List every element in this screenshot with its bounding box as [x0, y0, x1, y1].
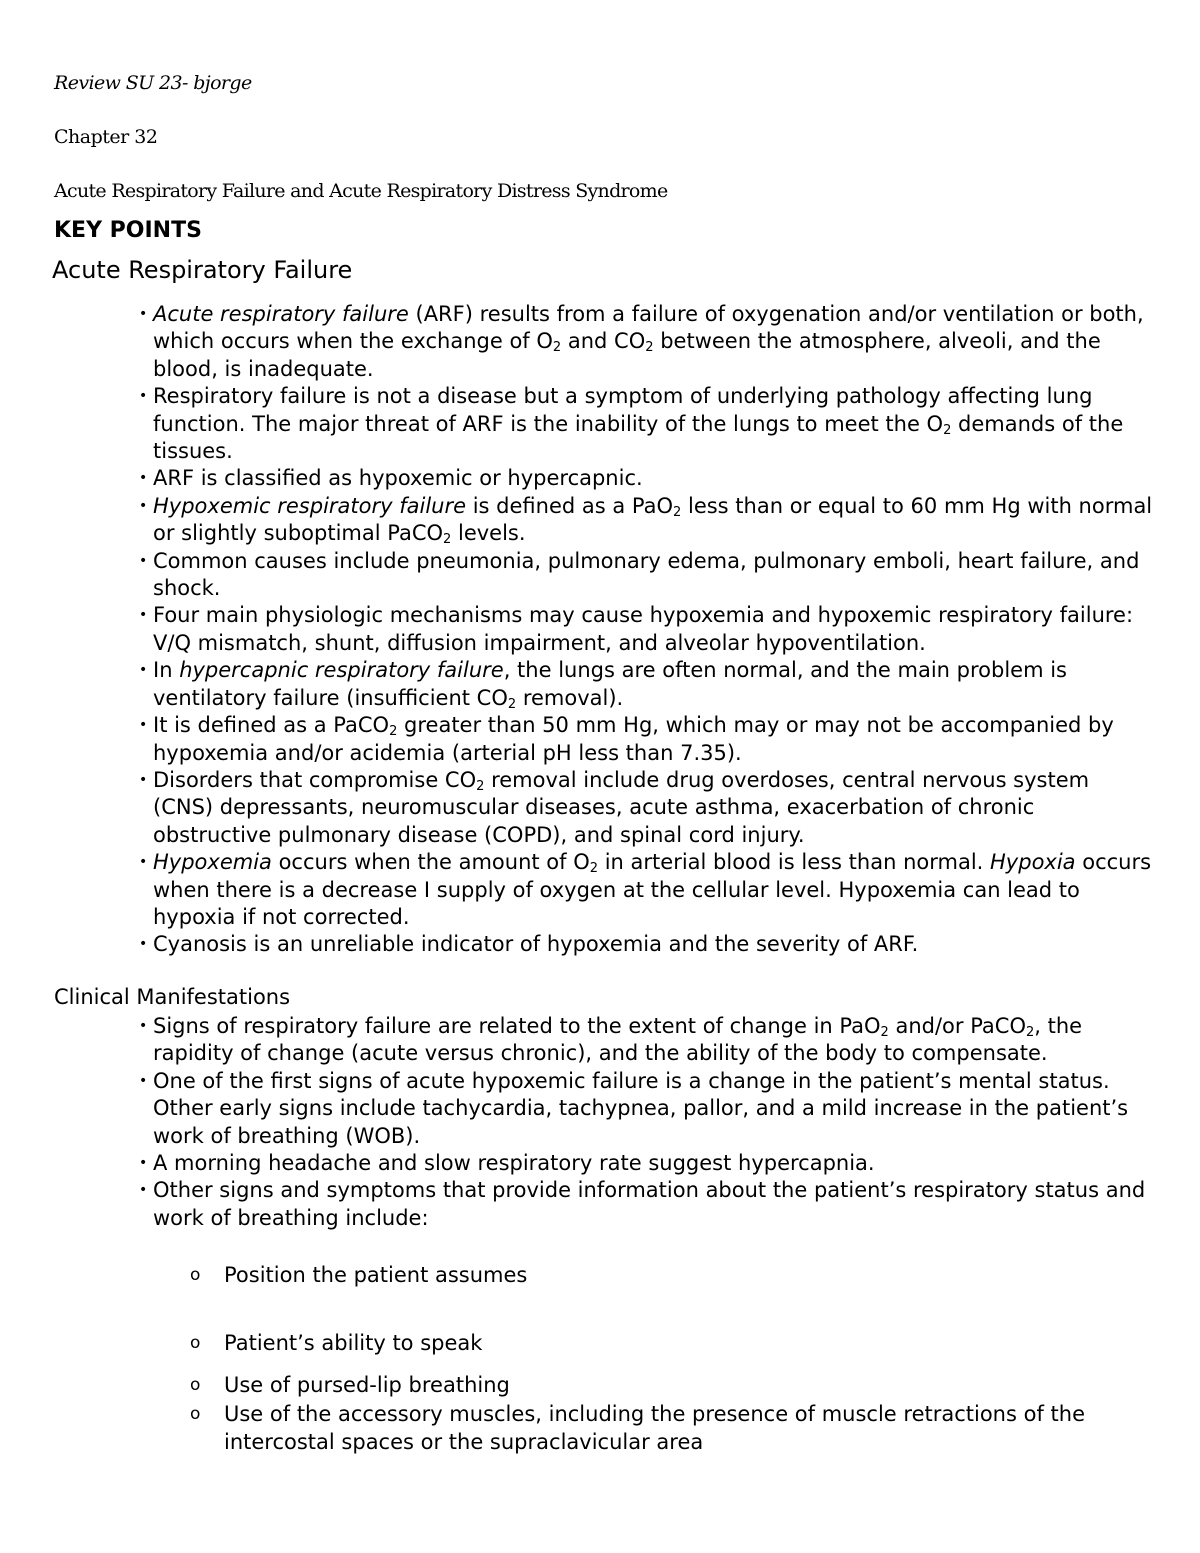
bullet-marker: •: [139, 1018, 148, 1034]
bullet-marker: •: [139, 662, 148, 679]
bullet-marker: •: [139, 1072, 148, 1089]
chapter-label: Chapter 32: [54, 126, 158, 148]
clinical-bullet-list: [139, 1013, 1153, 1232]
bullet-marker: •: [139, 1182, 148, 1199]
list-item: • Signs of respiratory failure are related to the extent of change in PaO$_2$ and/or PaCO$_2$, the rapidity of change (acute versus chronic), and the ability of the body to compensate.: [139, 1014, 1083, 1066]
bullet-marker: •: [139, 552, 148, 569]
arf-bullet-list: [139, 301, 1153, 959]
bullet-marker: •: [139, 1155, 148, 1172]
list-item: o Patient’s ability to speak: [190, 1331, 483, 1355]
list-item: • Hypoxemic respiratory failure is defined as a PaO$_2$ less than or equal to 60 mm Hg with normal or slightly suboptimal PaCO$_2$ levels.: [139, 493, 1153, 548]
key-points-heading: KEY POINTS: [54, 218, 202, 243]
bullet-marker: •: [139, 717, 148, 734]
circle-bullet-marker: o: [190, 1265, 201, 1285]
list-item: • A morning headache and slow respiratory rate suggest hypercapnia.: [153, 1150, 1153, 1177]
bullet-marker: •: [139, 607, 148, 624]
list-item: • One of the first signs of acute hypoxemic failure is a change in the patient’s mental status. Other early signs include tachycardia, tachypnea, pallor, and a mild increase in the patient’s work of breathing (WOB).: [139, 1068, 1129, 1148]
bullet-marker: •: [139, 936, 148, 953]
list-item: • Four main physiologic mechanisms may cause hypoxemia and hypoxemic respiratory failure: V/Q mismatch, shunt, diffusion impairment, and alveolar hypoventilation.: [139, 603, 1134, 655]
list-item: • Other signs and symptoms that provide information about the patient’s respiratory status and work of breathing include:: [139, 1178, 1146, 1230]
list-item: o Position the patient assumes: [190, 1263, 528, 1287]
list-item: • Common causes include pneumonia, pulmonary edema, pulmonary emboli, heart failure, and shock.: [139, 548, 1140, 601]
circle-bullet-marker: o: [190, 1333, 201, 1353]
list-item: o Use of the accessory muscles, including the presence of muscle retractions of the intercostal spaces or the supraclavicular area: [190, 1402, 1085, 1454]
document-title: Acute Respiratory Failure and Acute Respiratory Distress Syndrome: [54, 180, 668, 202]
arf-section-heading: Acute Respiratory Failure: [52, 256, 353, 284]
bullet-marker: •: [139, 306, 148, 322]
bullet-marker: •: [139, 470, 148, 487]
bullet-marker: •: [139, 497, 148, 514]
bullet-marker: •: [139, 388, 148, 405]
list-item: • ARF is classified as hypoxemic or hypercapnic.: [153, 465, 1153, 492]
list-item: • Acute respiratory failure (ARF) results from a failure of oxygenation and/or ventilation or both, which occurs when the exchange of $O_2$ and $CO_2$ between the atmosphere, alveoli, and the blood, is inadequate.: [139, 302, 1144, 381]
list-item: • Hypoxemia occurs when the amount of $O_2$ in arterial blood is less than normal. Hypoxia occurs when there is a decrease I supply of oxygen at the cellular level. Hypoxemia can lead to hypoxia if not corrected.: [139, 850, 1152, 929]
list-item: • Disorders that compromise $CO_2$ removal include drug overdoses, central nervous system (CNS) depressants, neuromuscular diseases, acute asthma, exacerbation of chronic obstructive pulmonary disease (COPD), and spinal cord injury.: [139, 767, 1090, 847]
bullet-marker: •: [139, 854, 148, 871]
circle-bullet-marker: o: [190, 1404, 201, 1424]
bullet-marker: •: [139, 771, 148, 788]
list-item: • Cyanosis is an unreliable indicator of hypoxemia and the severity of ARF.: [153, 931, 1153, 958]
list-item: • In hypercapnic respiratory failure, the lungs are often normal, and the main problem is ventilatory failure (insufficient $CO_2$ removal).: [139, 658, 1067, 712]
list-item: • It is defined as a PaCO$_2$ greater than 50 mm Hg, which may or may not be accompanied by hypoxemia and/or acidemia (arterial pH less than 7.35).: [139, 713, 1114, 765]
review-label: Review SU 23- bjorge: [54, 72, 252, 94]
circle-bullet-marker: o: [190, 1375, 201, 1395]
clinical-section-heading: Clinical Manifestations: [54, 985, 291, 1009]
list-item: o Use of pursed-lip breathing: [190, 1373, 510, 1397]
list-item: • Respiratory failure is not a disease but a symptom of underlying pathology affecting lung function. The major threat of ARF is the inability of the lungs to meet the $O_2$ demands of the tissues.: [139, 384, 1124, 464]
